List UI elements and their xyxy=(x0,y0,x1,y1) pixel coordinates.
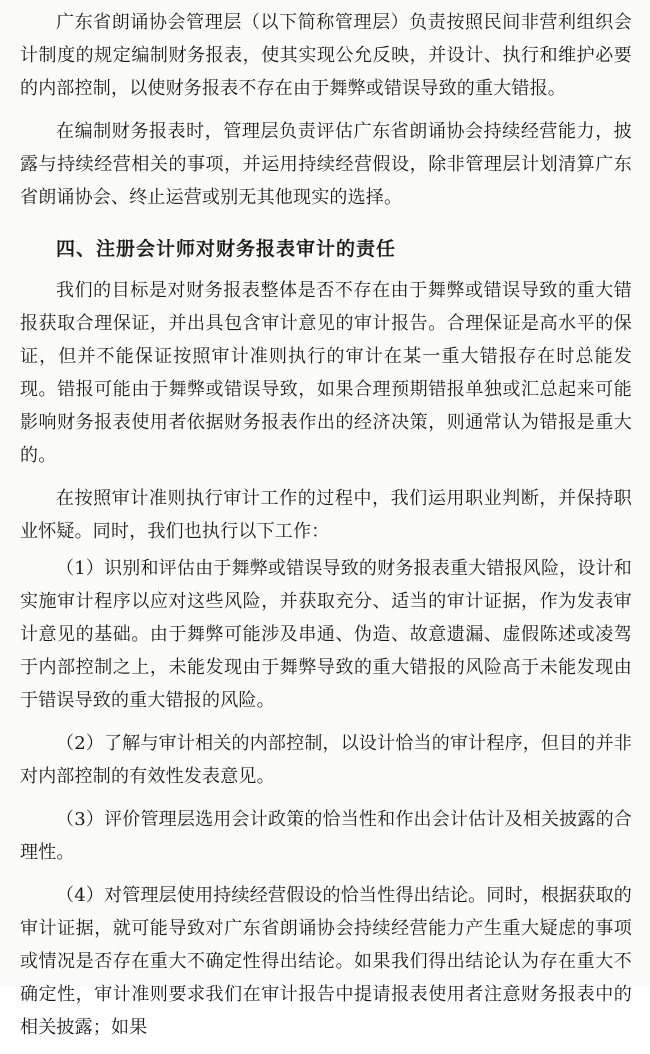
document-body xyxy=(20,6,632,1054)
paragraph-item-1: （1）识别和评估由于舞弊或错误导致的财务报表重大错报风险，设计和实施审计程序以应对这些风险，并获取充分、适当的审计证据，作为发表审计意见的基础。由于舞弊可能涉及串通、伪造、故意遗漏、虚假陈述或凌驾于内部控制之上，未能发现由于舞弊导致的重大错报的风险高于未能发现由于错误导致的重大错报的风险。 xyxy=(20,558,632,711)
paragraph-item-4: （4）对管理层使用持续经营假设的恰当性得出结论。同时，根据获取的审计证据，就可能导致对广东省朗诵协会持续经营能力产生重大疑虑的事项或情况是否存在重大不确定性得出结论。如果我们得出结论认为存在重大不确定性，审计准则要求我们在审计报告中提请报表使用者注意财务报表中的相关披露；如果 xyxy=(20,885,632,1038)
paragraph-management-responsibility: 广东省朗诵协会管理层（以下简称管理层）负责按照民间非营利组织会计制度的规定编制财务报表，使其实现公允反映，并设计、执行和维护必要的内部控制，以使财务报表不存在由于舞弊或错误导致的重大错报。 xyxy=(20,12,632,99)
section-heading: 四、注册会计师对财务报表审计的责任 xyxy=(56,238,397,260)
paragraph-item-2: （2）了解与审计相关的内部控制，以设计恰当的审计程序，但目的并非对内部控制的有效性发表意见。 xyxy=(20,733,632,787)
paragraph-going-concern: 在编制财务报表时，管理层负责评估广东省朗诵协会持续经营能力，披露与持续经营相关的事项，并运用持续经营假设，除非管理层计划清算广东省朗诵协会、终止运营或别无其他现实的选择。 xyxy=(20,121,632,208)
paragraph-audit-objective: 我们的目标是对财务报表整体是否不存在由于舞弊或错误导致的重大错报获取合理保证，并出具包含审计意见的审计报告。合理保证是高水平的保证，但并不能保证按照审计准则执行的审计在某一重大错报存在时总能发现。错报可能由于舞弊或错误导致，如果合理预期错报单独或汇总起来可能影响财务报表使用者依据财务报表作出的经济决策，则通常认为错报是重大的。 xyxy=(20,280,632,466)
paragraph-item-3: （3）评价管理层选用会计政策的恰当性和作出会计估计及相关披露的合理性。 xyxy=(20,809,632,863)
paragraph-professional-judgment: 在按照审计准则执行审计工作的过程中，我们运用职业判断，并保持职业怀疑。同时，我们也执行以下工作： xyxy=(20,488,632,542)
